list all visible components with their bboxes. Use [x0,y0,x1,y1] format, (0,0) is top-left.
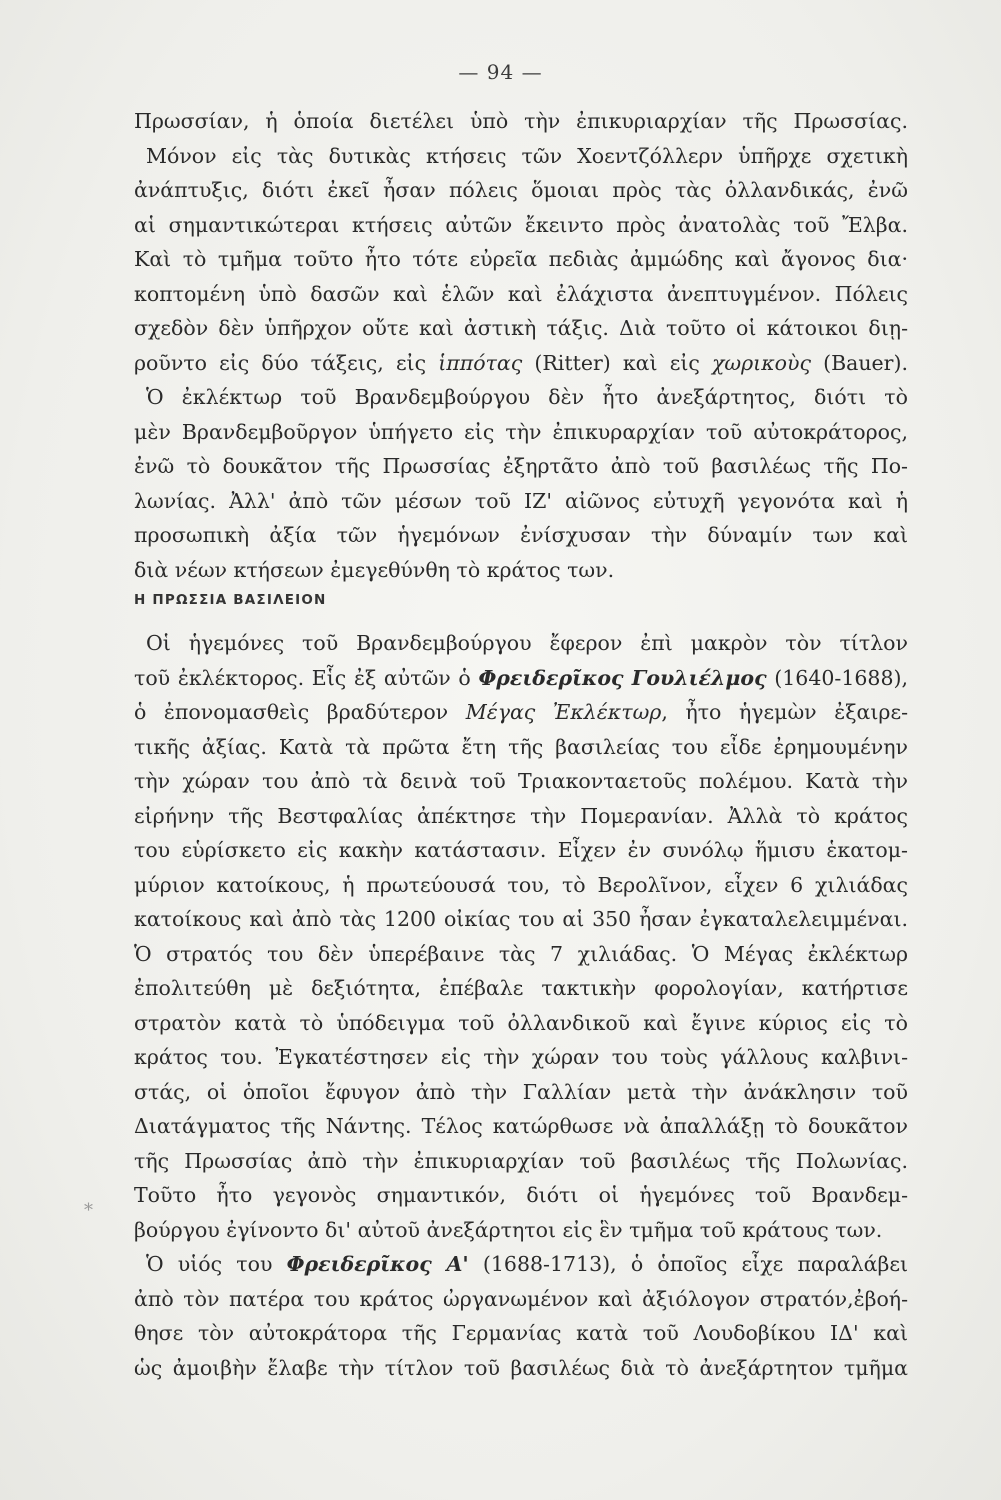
text-line: ὁ ἐπονομασθεὶς βραδύτερον Μέγας Ἐκλέκτωρ, ἦτο ἡγεμὼν ἐξαιρε- [134,700,908,724]
text-line: Διατάγματος τῆς Νάντης. Τέλος κατώρθωσε νὰ ἀπαλλάξῃ τὸ δουκᾶτον [134,1114,908,1138]
text-line: διὰ νέων κτήσεων ἐμεγεθύνθη τὸ κράτος των. [134,557,615,582]
text-line: τῆς Πρωσσίας ἀπὸ τὴν ἐπικυριαρχίαν τοῦ βασιλέως τῆς Πολωνίας. [134,1148,908,1173]
bold-italic-name: Φρειδερῖκος Γουλιέλμος [478,665,767,690]
text-line: ὡς ἀμοιβὴν ἔλαβε τὴν τίτλον τοῦ βασιλέως διὰ τὸ ἀνεξάρτητον τμῆμα [134,1355,908,1380]
text-line: Ὁ στρατός του δὲν ὑπερέβαινε τὰς 7 χιλιάδας. Ὁ Μέγας ἐκλέκτωρ [134,941,908,966]
text-line: ἐπολιτεύθη μὲ δεξιότητα, ἐπέβαλε τακτικὴν φορολογίαν, κατήρτισε [134,976,908,1000]
text-line: ἀπὸ τὸν πατέρα του κράτος ὠργανωμένον καὶ ἀξιόλογον στρατόν,ἐβοή- [134,1286,908,1311]
text-line: κατοίκους καὶ ἀπὸ τὰς 1200 οἰκίας του αἱ 350 ἦσαν ἐγκαταλελειμμέναι. [134,907,908,931]
text-line: μὲν Βρανδεμβοῦργον ὑπήγετο εἰς τὴν ἐπικυραρχίαν τοῦ αὐτοκράτορος, [134,419,908,444]
text-line: στρατὸν κατὰ τὸ ὑπόδειγμα τοῦ ὀλλανδικοῦ καὶ ἔγινε κύριος εἰς τὸ [134,1010,908,1035]
text-line: Καὶ τὸ τμῆμα τοῦτο ἦτο τότε εὐρεῖα πεδιὰς ἀμμώδης καὶ ἄγονος δια· [134,247,908,271]
text-line: κράτος του. Ἐγκατέστησεν εἰς τὴν χώραν του τοὺς γάλλους καλβινι- [134,1045,908,1069]
text-line: τὴν χώραν του ἀπὸ τὰ δεινὰ τοῦ Τριακονταετοῦς πολέμου. Κατὰ τὴν [134,769,908,793]
text-line: Πρωσσίαν, ἡ ὁποία διετέλει ὑπὸ τὴν ἐπικυριαρχίαν τῆς Πρωσσίας. [134,109,908,133]
italic-term: ἱππότας [438,350,523,375]
text-line: Ὁ ἐκλέκτωρ τοῦ Βρανδεμβούργου δὲν ἦτο ἀνεξάρτητος, διότι τὸ [146,385,908,409]
page-number: — 94 — [458,60,543,84]
italic-term: χωρικοὺς [711,350,811,375]
text-line: του εὑρίσκετο εἰς κακὴν κατάστασιν. Εἶχεν ἐν συνόλῳ ἥμισυ ἑκατομ- [134,838,908,862]
paragraph-block-1 [134,104,908,587]
margin-mark: * [84,1200,93,1221]
paragraph-block-2 [134,626,908,1385]
text-line: κοπτομένη ὑπὸ δασῶν καὶ ἑλῶν καὶ ἐλάχιστα ἀνεπτυγμένον. Πόλεις [134,281,908,306]
text-line: μύριον κατοίκους, ἡ πρωτεύουσά του, τὸ Βερολῖνον, εἶχεν 6 χιλιάδας [134,872,908,897]
text-line: βούργου ἐγίνοντο δι' αὐτοῦ ἀνεξάρτητοι εἰς ἓν τμῆμα τοῦ κράτους των. [134,1217,883,1242]
text-line: τικῆς ἀξίας. Κατὰ τὰ πρῶτα ἔτη τῆς βασιλείας του εἶδε ἐρημουμένην [134,734,908,759]
text-line: αἱ σημαντικώτεραι κτήσεις αὐτῶν ἔκειντο πρὸς ἀνατολὰς τοῦ Ἔλβα. [134,212,908,237]
text-line: ἀνάπτυξις, διότι ἐκεῖ ἦσαν πόλεις ὅμοιαι πρὸς τὰς ὀλλανδικάς, ἐνῶ [134,178,908,202]
text-line: Τοῦτο ἦτο γεγονὸς σημαντικόν, διότι οἱ ἡγεμόνες τοῦ Βρανδεμ- [134,1183,908,1207]
text-line: στάς, οἱ ὁποῖοι ἔφυγον ἀπὸ τὴν Γαλλίαν μετὰ τὴν ἀνάκλησιν τοῦ [134,1079,908,1104]
text-line: ροῦντο εἰς δύο τάξεις, εἰς ἱππότας (Ritter) καὶ εἰς χωρικοὺς (Bauer). [134,350,909,375]
text-line: Ὁ υἱός του Φρειδερῖκος Α' (1688-1713), ὁ ὁποῖος εἶχε παραλάβει [146,1252,909,1276]
text-line: εἰρήνην τῆς Βεστφαλίας ἀπέκτησε τὴν Πομερανίαν. Ἀλλὰ τὸ κράτος [134,803,908,828]
text-line: τοῦ ἐκλέκτορος. Εἷς ἐξ αὐτῶν ὁ Φρειδερῖκος Γουλιέλμος (1640-1688), [134,665,909,690]
bold-italic-name: Φρειδερῖκος Α' [286,1252,469,1276]
text-line: ἐνῶ τὸ δουκᾶτον τῆς Πρωσσίας ἐξηρτᾶτο ἀπὸ τοῦ βασιλέως τῆς Πο- [134,454,908,478]
text-line: λωνίας. Ἀλλ' ἀπὸ τῶν μέσων τοῦ ΙΖ' αἰῶνος εὐτυχῆ γεγονότα καὶ ἡ [134,488,908,513]
italic-term: Μέγας Ἐκλέκτωρ [465,700,662,724]
text-line: Οἱ ἡγεμόνες τοῦ Βρανδεμβούργου ἔφερον ἐπὶ μακρὸν τὸν τίτλον [146,631,908,655]
text-line: Μόνον εἰς τὰς δυτικὰς κτήσεις τῶν Χοεντζόλλερν ὑπῆρχε σχετικὴ [146,143,908,168]
text-line: θησε τὸν αὐτοκράτορα τῆς Γερμανίας κατὰ τοῦ Λουδοβίκου ΙΔ' καὶ [134,1321,908,1345]
text-line: σχεδὸν δὲν ὑπῆρχον οὔτε καὶ ἀστικὴ τάξις. Διὰ τοῦτο οἱ κάτοικοι διῃ- [134,316,908,340]
section-heading: Η ΠΡΩΣΣΙΑ ΒΑΣΙΛΕΙΟΝ [134,592,327,608]
text-line: προσωπικὴ ἀξία τῶν ἡγεμόνων ἐνίσχυσαν τὴν δύναμίν των καὶ [134,523,908,547]
